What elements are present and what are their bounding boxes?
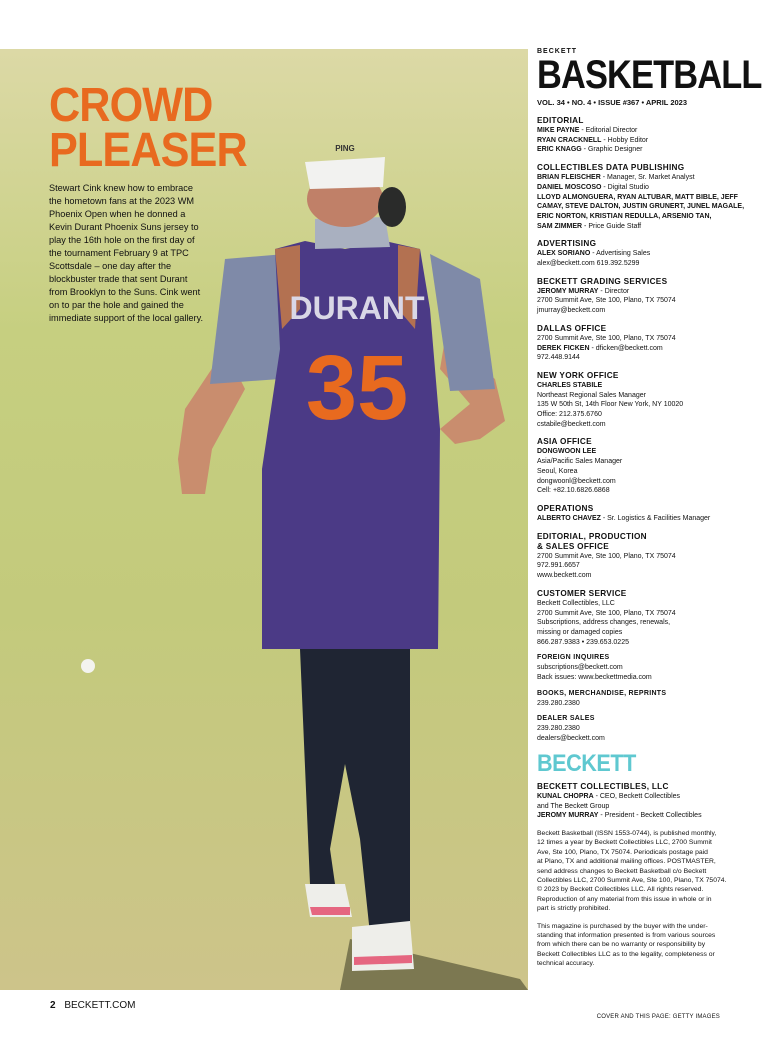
staff-line — [537, 673, 727, 683]
staff-detail: - dficken@beckett.com — [589, 344, 663, 352]
section-heading: EDITORIAL — [537, 116, 584, 125]
disclaimer-line: This magazine is purchased by the buyer with the under- — [537, 922, 708, 930]
staff-name: LLOYD ALMONGUERA, RYAN ALTUBAR, MATT BIBLE, JEFF — [537, 193, 738, 201]
section-grading — [537, 277, 727, 316]
legal-line: at Plano, TX and additional mailing offices. POSTMASTER, — [537, 858, 716, 866]
staff-line — [537, 306, 727, 316]
staff-detail: 972.991.6657 — [537, 562, 580, 570]
staff-name: DANIEL MOSCOSO — [537, 183, 602, 191]
staff-line — [537, 467, 727, 477]
staff-name: SAM ZIMMER — [537, 222, 583, 230]
staff-line — [537, 202, 745, 212]
staff-detail: Subscriptions, address changes, renewals, — [537, 619, 671, 627]
staff-line — [537, 599, 727, 609]
staff-line — [537, 381, 727, 391]
section-customer — [537, 589, 727, 648]
staff-detail: 239.280.2380 — [537, 725, 580, 733]
section-heading: DEALER SALES — [537, 715, 595, 723]
staff-detail: Asia/Pacific Sales Manager — [537, 458, 623, 466]
section-advertising — [537, 239, 727, 268]
staff-line — [537, 618, 727, 628]
staff-line — [537, 457, 727, 467]
section-asia — [537, 437, 727, 496]
staff-detail: dongwoonl@beckett.com — [537, 477, 616, 485]
folio — [50, 1000, 135, 1011]
headline — [49, 79, 247, 177]
caption-line: Scottsdale – one day after the — [49, 261, 172, 271]
staff-detail: cstabile@beckett.com — [537, 420, 606, 428]
staff-line — [537, 420, 727, 430]
staff-detail: 2700 Summit Ave, Ste 100, Plano, TX 75074 — [537, 297, 676, 305]
staff-detail: 2700 Summit Ave, Ste 100, Plano, TX 75074 — [537, 609, 676, 617]
staff-name: ALEX SORIANO — [537, 250, 591, 258]
staff-name: DONGWOON LEE — [537, 448, 597, 456]
staff-name: DEREK FICKEN — [537, 344, 590, 352]
legal-notice — [537, 829, 727, 914]
staff-detail: 972.448.9144 — [537, 354, 580, 362]
section-heading: ASIA OFFICE — [537, 437, 592, 447]
disclaimer-line: from which there can be no warranty or responsibility by — [537, 941, 706, 949]
photo-credit: COVER AND THIS PAGE: GETTY IMAGES — [596, 1014, 720, 1020]
staff-detail: - Director — [598, 287, 630, 295]
staff-name: ALBERTO CHAVEZ — [537, 514, 601, 522]
staff-line — [537, 734, 727, 744]
legal-line: © 2023 by Beckett Collectibles LLC. All rights reserved. — [537, 886, 704, 894]
staff-detail: - Price Guide Staff — [582, 222, 642, 230]
caption-line: Kevin Durant Phoenix Suns jersey to — [49, 222, 199, 232]
section-heading: NEW YORK OFFICE — [537, 370, 619, 380]
staff-line — [537, 638, 727, 648]
caption-line: blockbuster trade that sent Durant — [49, 274, 188, 284]
staff-detail: - President - Beckett Collectibles — [598, 812, 702, 820]
staff-name: JEROMY MURRAY — [537, 287, 599, 295]
section-heading: FOREIGN INQUIRES — [537, 654, 610, 662]
staff-detail: - Manager, Sr. Market Analyst — [600, 174, 695, 182]
jersey-number: 35 — [305, 337, 409, 439]
staff-line — [537, 173, 727, 183]
caption-line: Stewart Cink knew how to embrace — [49, 183, 193, 193]
staff-name: ERIC NORTON, KRISTIAN REDULLA, ARSENIO TAN, — [537, 212, 712, 220]
staff-line — [537, 344, 727, 354]
legal-line: part is strictly prohibited. — [537, 905, 611, 913]
staff-detail: Cell: +82.10.6826.6868 — [537, 487, 610, 495]
staff-line — [537, 811, 727, 821]
staff-name: KUNAL CHOPRA — [537, 792, 594, 800]
staff-name: RYAN CRACKNELL — [537, 136, 602, 144]
staff-detail: - CEO, Beckett Collectibles — [593, 792, 681, 800]
staff-line — [537, 259, 727, 269]
legal-line: Ave, Ste 100, Plano, TX 75074. Periodicals postage paid — [537, 848, 708, 856]
section-heading: EDITORIAL, PRODUCTION — [537, 531, 647, 541]
collectibles-llc-section — [537, 782, 727, 821]
staff-detail: - Graphic Designer — [581, 146, 643, 154]
headline-line-1: CROWD — [49, 79, 213, 132]
staff-line — [537, 212, 727, 222]
staff-line — [537, 334, 727, 344]
section-dealer — [537, 714, 727, 743]
page-number: 2 — [50, 1000, 56, 1011]
staff-line — [537, 571, 727, 581]
staff-sections — [537, 116, 745, 744]
staff-detail: jmurray@beckett.com — [537, 307, 606, 315]
section-dallas — [537, 324, 727, 363]
staff-detail: 239.280.2380 — [537, 699, 580, 707]
section-heading: CUSTOMER SERVICE — [537, 588, 627, 598]
section-operations — [537, 504, 727, 524]
staff-detail: 866.287.9383 • 239.653.0225 — [537, 638, 629, 646]
staff-detail: Beckett Collectibles, LLC — [537, 599, 615, 607]
staff-line — [537, 400, 727, 410]
staff-line — [537, 802, 727, 812]
disclaimer-line: technical accuracy. — [537, 960, 595, 968]
jersey-name: DURANT — [289, 290, 425, 326]
staff-detail: dealers@beckett.com — [537, 735, 605, 743]
section-newyork — [537, 371, 727, 430]
staff-detail: - Advertising Sales — [590, 250, 651, 258]
section-foreign — [537, 653, 727, 682]
staff-line — [537, 410, 727, 420]
caption-line: Phoenix Open when he donned a — [49, 209, 186, 219]
brand-title: BASKETBALL — [537, 53, 762, 97]
staff-detail: missing or damaged copies — [537, 628, 623, 636]
staff-line — [537, 222, 727, 232]
staff-line — [537, 447, 727, 457]
masthead — [537, 48, 762, 969]
section-heading: OPERATIONS — [537, 503, 594, 513]
legal-line: Beckett Basketball (ISSN 1553-0744), is published monthly, — [537, 829, 717, 837]
staff-name: MIKE PAYNE — [537, 127, 580, 134]
section-production — [537, 532, 727, 581]
staff-line — [537, 193, 738, 203]
staff-name: BRIAN FLEISCHER — [537, 174, 601, 182]
staff-detail: 135 W 50th St, 14th Floor New York, NY 10020 — [537, 401, 684, 409]
section-books — [537, 689, 727, 709]
photo-caption — [49, 182, 227, 325]
staff-name: CHARLES STABILE — [537, 381, 603, 389]
staff-line — [537, 699, 727, 709]
staff-line — [537, 514, 727, 524]
disclaimer — [537, 922, 727, 969]
section-heading: DALLAS OFFICE — [537, 323, 607, 333]
staff-line — [537, 628, 727, 638]
staff-detail: - Sr. Logistics & Facilities Manager — [600, 514, 711, 522]
beckett-logo: BECKETT — [537, 749, 636, 777]
cap-logo: PING — [335, 144, 355, 153]
legal-line: send address changes to Beckett Basketball c/o Beckett — [537, 867, 707, 875]
staff-line — [537, 249, 727, 259]
caption-line: play the 16th hole on the first day of — [49, 235, 195, 245]
staff-line — [537, 561, 727, 571]
headline-line-2: PLEASER — [49, 124, 247, 177]
section-heading: BECKETT COLLECTIBLES, LLC — [537, 781, 669, 791]
staff-line — [537, 663, 727, 673]
staff-line — [537, 183, 727, 193]
staff-line — [537, 145, 727, 155]
staff-detail: 2700 Summit Ave, Ste 100, Plano, TX 75074 — [537, 334, 676, 342]
staff-line — [537, 391, 727, 401]
staff-detail: www.beckett.com — [537, 572, 592, 580]
issue-line: VOL. 34 • NO. 4 • ISSUE #367 • APRIL 2023 — [537, 98, 688, 107]
section-heading: & SALES OFFICE — [537, 541, 609, 551]
section-heading: COLLECTIBLES DATA PUBLISHING — [537, 163, 685, 173]
staff-detail: Seoul, Korea — [537, 467, 578, 475]
staff-line — [537, 136, 727, 146]
staff-detail: - Hobby Editor — [601, 136, 649, 144]
staff-line — [537, 724, 727, 734]
staff-detail: and The Beckett Group — [537, 802, 610, 810]
site-url[interactable]: BECKETT.COM — [64, 1000, 136, 1011]
staff-detail: Back issues: www.beckettmedia.com — [537, 674, 652, 682]
staff-line — [537, 552, 727, 562]
disclaimer-line: Beckett Collectibles LLC as to the legality, completeness or — [537, 950, 715, 958]
caption-line: from Brooklyn to the Suns. Cink went — [49, 287, 201, 297]
staff-detail: 2700 Summit Ave, Ste 100, Plano, TX 75074 — [537, 552, 676, 560]
staff-line — [537, 477, 727, 487]
caption-line: the hometown fans at the 2023 WM — [49, 196, 195, 206]
staff-detail: - Digital Studio — [601, 183, 649, 191]
caption-line: immediate support of the local gallery. — [49, 313, 204, 323]
staff-line — [537, 287, 727, 297]
section-heading: BECKETT GRADING SERVICES — [537, 276, 668, 286]
staff-detail: Office: 212.375.6760 — [537, 411, 602, 419]
caption-line: the tournament February 9 at TPC — [49, 248, 189, 258]
staff-line — [537, 609, 727, 619]
section-heading: BOOKS, MERCHANDISE, REPRINTS — [537, 689, 667, 697]
legal-line: Reproduction of any material from this issue in whole or in — [537, 895, 712, 903]
staff-detail: - Editorial Director — [579, 127, 638, 134]
staff-name: ERIC KNAGG — [537, 146, 582, 154]
caption-line: on to par the hole and gained the — [49, 300, 184, 310]
staff-line — [537, 486, 727, 496]
section-editorial — [537, 116, 727, 155]
disclaimer-line: standing that information presented is from various sources — [537, 932, 716, 939]
staff-line — [537, 126, 727, 136]
section-collectibles_llc — [537, 782, 727, 821]
staff-name: JEROMY MURRAY — [537, 812, 599, 820]
staff-line — [537, 296, 727, 306]
staff-name: CAMAY, STEVE DALTON, JUSTIN GRUNERT, JUNEL MAGALE, — [537, 203, 745, 211]
legal-line: 12 times a year by Beckett Collectibles LLC, 2700 Summit — [537, 839, 712, 847]
staff-line — [537, 792, 727, 802]
staff-detail: subscriptions@beckett.com — [537, 664, 623, 672]
section-collectibles — [537, 163, 745, 231]
staff-line — [537, 353, 727, 363]
section-heading: ADVERTISING — [537, 239, 597, 249]
brand-small: BECKETT — [537, 48, 578, 55]
legal-line: Collectibles LLC, 2700 Summit Ave, Ste 100, Plano, TX 75074. — [537, 876, 727, 884]
staff-detail: Northeast Regional Sales Manager — [537, 391, 646, 399]
staff-detail: alex@beckett.com 619.392.5299 — [537, 260, 640, 268]
